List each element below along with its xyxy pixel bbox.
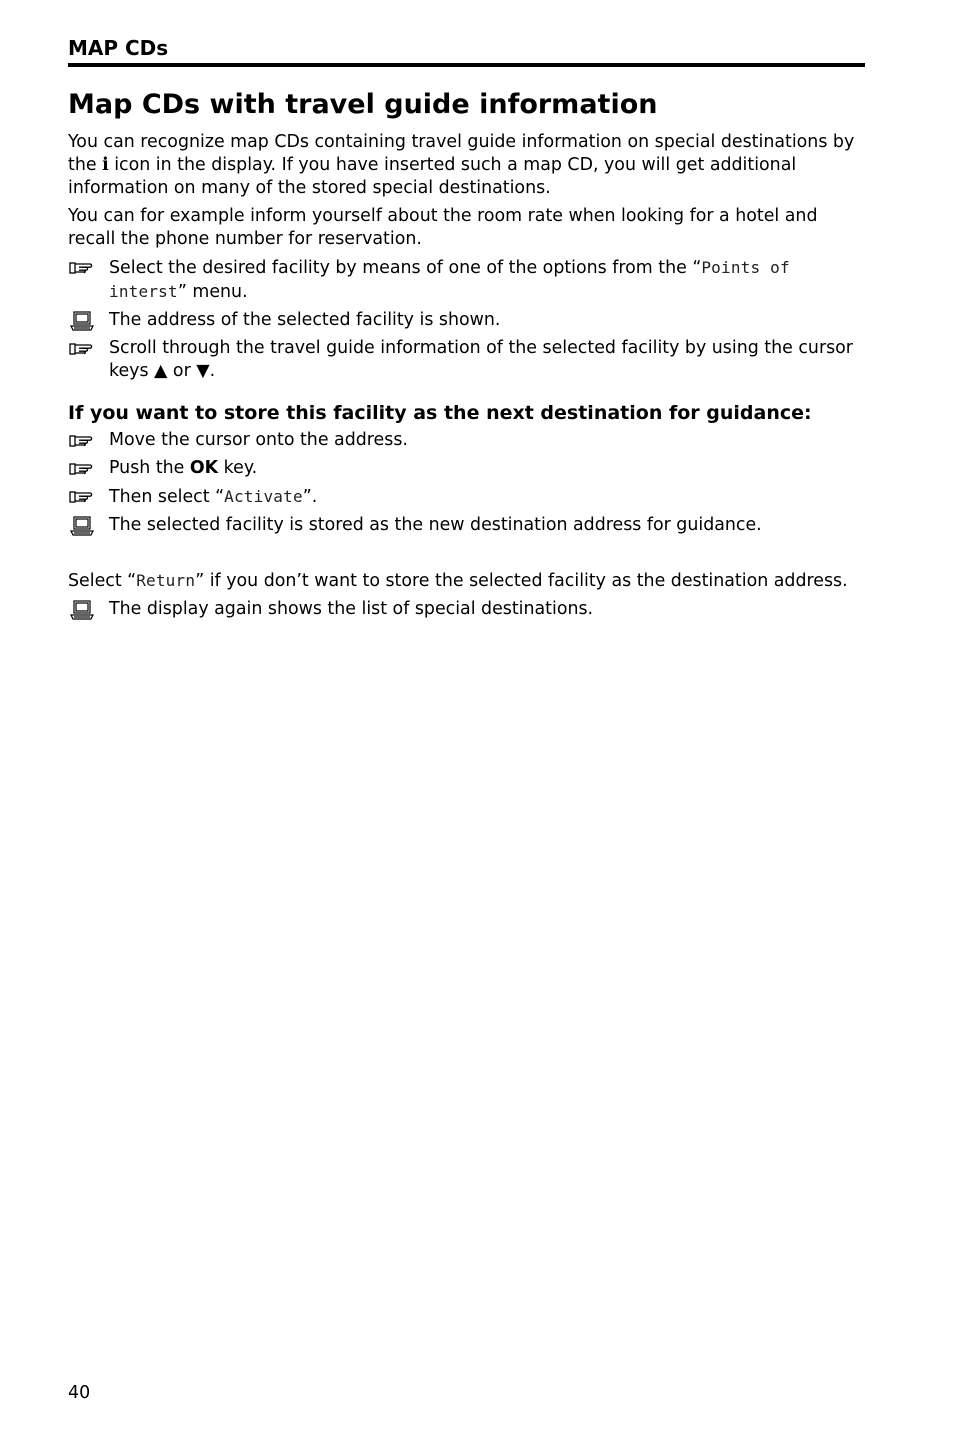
document-body (68, 131, 865, 626)
instruction-step (68, 256, 865, 304)
intro-text-part-2: icon in the display. If you have inserted such a map CD, you will get additional information on many of the stored special destinations. (68, 155, 797, 198)
pointing-hand-icon (68, 339, 96, 359)
menu-item-label: Activate (224, 487, 303, 506)
page-number: 40 (68, 1383, 91, 1403)
pointing-hand-icon (68, 459, 96, 479)
subheading: If you want to store this facility as the next destination for guidance: (68, 402, 812, 424)
pointing-hand-icon (68, 258, 96, 278)
step-text: The selected facility is stored as the new destination address for guidance. (109, 515, 762, 535)
step-text: ”. (302, 487, 318, 507)
step-text: Move the cursor onto the address. (109, 430, 408, 450)
step-text: ” menu. (177, 282, 248, 302)
return-text-part-2: ” if you don’t want to store the selected facility as the destination address. (195, 571, 848, 591)
return-paragraph (68, 569, 865, 593)
page-title: Map CDs with travel guide information (68, 89, 658, 120)
step-text: The address of the selected facility is shown. (109, 310, 501, 330)
instruction-step (68, 457, 865, 480)
step-text: The display again shows the list of special destinations. (109, 599, 594, 619)
step-text: Then select “ (109, 487, 225, 507)
instruction-step (68, 337, 865, 383)
step-text: Push the (109, 458, 190, 478)
step-text: Scroll through the travel guide information of the selected facility by using the cursor keys ▲ or ▼. (109, 338, 853, 381)
instruction-step (68, 485, 865, 509)
step-text: Select the desired facility by means of one of the options from the “ (109, 258, 702, 278)
info-icon: i (102, 155, 109, 175)
result-step (68, 598, 865, 621)
pointing-hand-icon (68, 487, 96, 507)
section-header: MAP CDs (68, 35, 865, 67)
step-text: key. (218, 458, 258, 478)
spacer (68, 542, 865, 569)
intro-paragraph-1 (68, 131, 865, 200)
display-icon (68, 311, 96, 331)
display-icon (68, 516, 96, 536)
intro-paragraph-2: You can for example inform yourself about the room rate when looking for a hotel and recall the phone number for reservation. (68, 206, 818, 249)
instruction-step (68, 429, 865, 452)
menu-item-label: Return (136, 571, 196, 590)
result-step (68, 309, 865, 332)
pointing-hand-icon (68, 431, 96, 451)
ok-key-label: OK (189, 458, 219, 478)
intro-text-part-1: You can recognize map CDs containing travel guide information on special destinations by the (68, 132, 855, 175)
return-text-part-1: Select “ (68, 571, 137, 591)
result-step (68, 514, 865, 537)
menu-item-label: Points of interst (109, 258, 790, 301)
display-icon (68, 600, 96, 620)
